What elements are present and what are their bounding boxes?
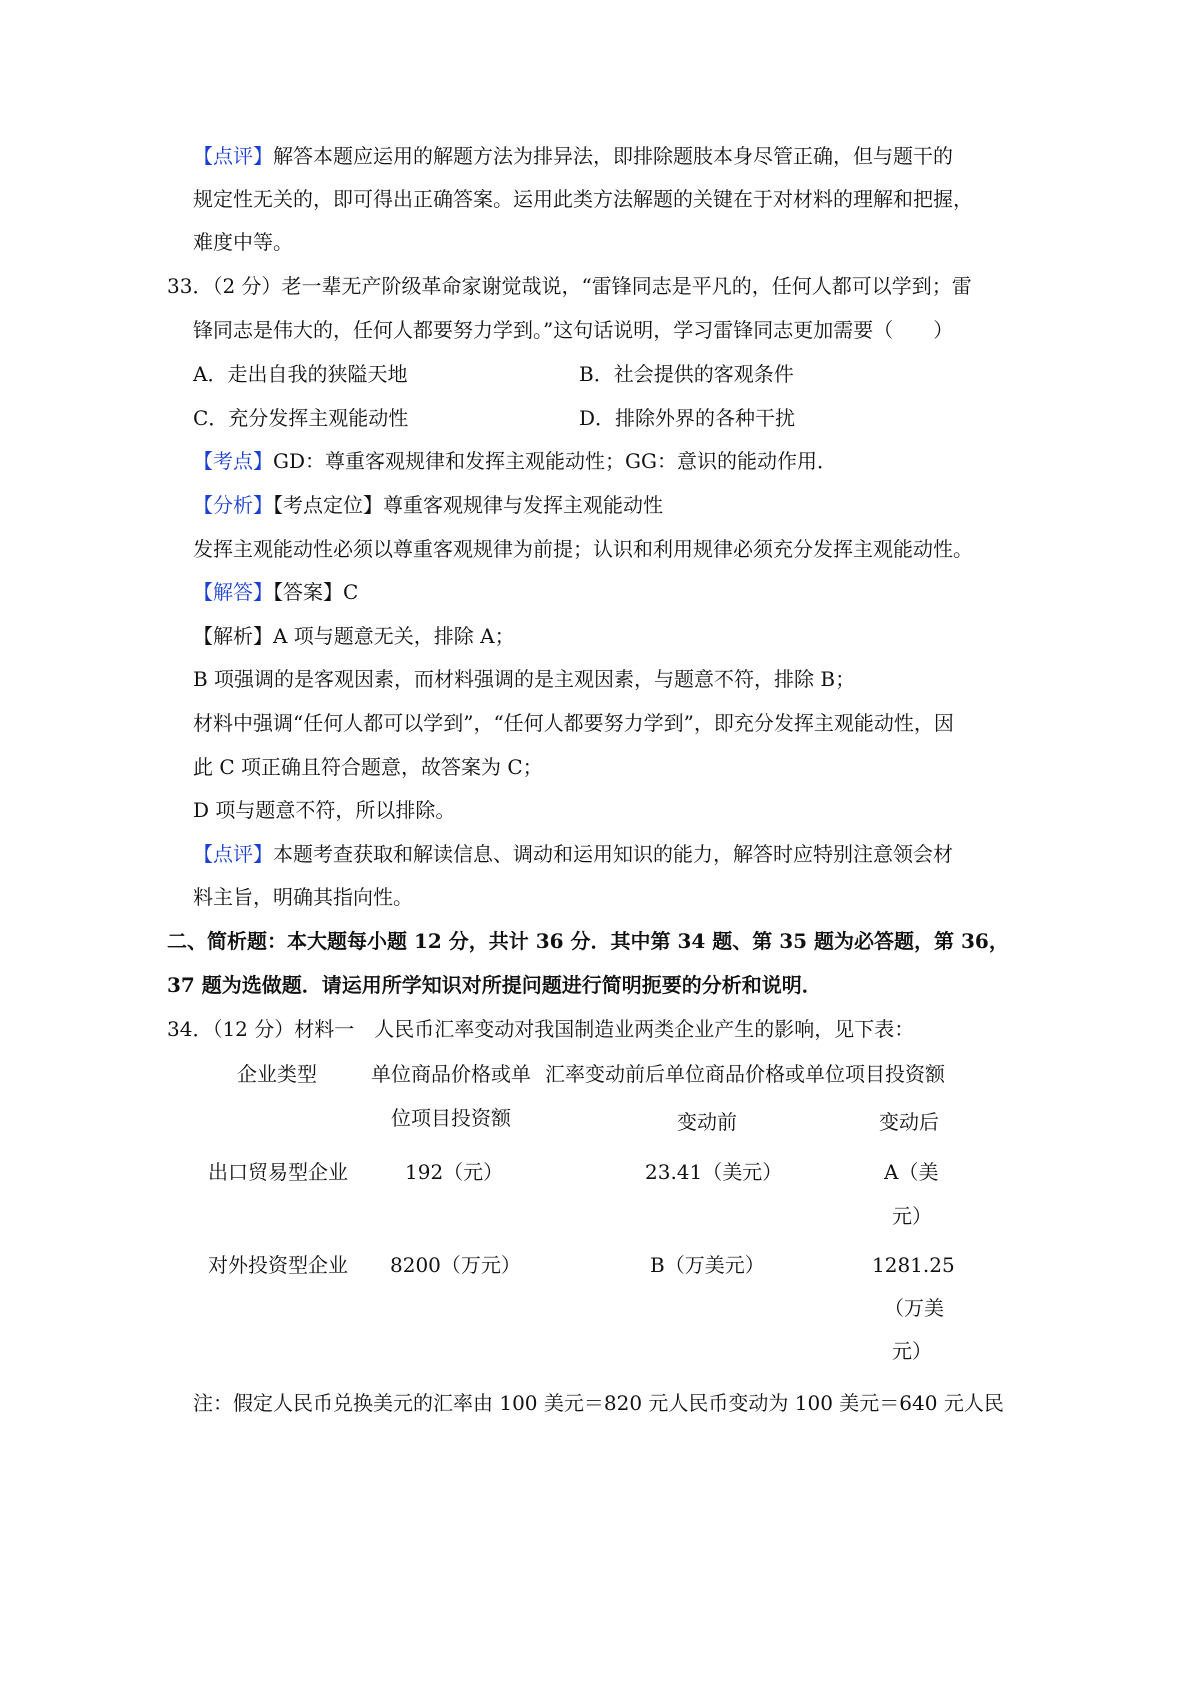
table-row-2-after-line-3: 元） xyxy=(892,1339,932,1363)
table-row-2-before: B（万美元） xyxy=(650,1253,765,1277)
q33-stem-line-2: 锋同志是伟大的，任何人都要努力学到。”这句话说明，学习雷锋同志更加需要（ ） xyxy=(193,318,954,342)
q33-option-d: D．排除外界的各种干扰 xyxy=(579,406,796,430)
table-row-1-after-line-1: A（美 xyxy=(884,1160,939,1184)
q33-jiexi-line-3: 材料中强调“任何人都可以学到”，“任何人都要努力学到”，即充分发挥主观能动性，因 xyxy=(193,711,954,735)
table-row-1-type: 出口贸易型企业 xyxy=(208,1160,348,1184)
q33-fenxi-body: 发挥主观能动性必须以尊重客观规律为前提；认识和利用规律必须充分发挥主观能动性。 xyxy=(193,537,973,561)
table-header-change: 汇率变动前后单位商品价格或单位项目投资额 xyxy=(545,1062,945,1086)
kaodian-tag: 【考点】 xyxy=(193,449,273,473)
q33-kaodian: 【考点】GD：尊重客观规律和发挥主观能动性；GG：意识的能动作用． xyxy=(193,449,837,473)
prev-review-line-3: 难度中等。 xyxy=(193,230,293,254)
table-row-2-type: 对外投资型企业 xyxy=(208,1253,348,1277)
table-row-1-after-line-2: 元） xyxy=(892,1204,932,1228)
jieda-tag: 【解答】 xyxy=(193,580,273,604)
section-2-heading-line-1: 二、简析题：本大题每小题 12 分，共计 36 分．其中第 34 题、第 35 题为必答题，第 36， xyxy=(167,929,1009,953)
table-row-1-before: 23.41（美元） xyxy=(645,1160,783,1184)
q34-stem: 34．（12 分）材料一 人民币汇率变动对我国制造业两类企业产生的影响，见下表： xyxy=(167,1017,915,1041)
table-row-2-after-line-1: 1281.25 xyxy=(872,1253,955,1277)
q33-option-a: A．走出自我的狭隘天地 xyxy=(193,362,408,386)
table-row-2-price: 8200（万元） xyxy=(390,1253,521,1277)
table-header-price-line-2: 位项目投资额 xyxy=(391,1106,511,1130)
q33-jiexi-line-4: 此 C 项正确且符合题意，故答案为 C； xyxy=(193,755,543,779)
table-header-after: 变动后 xyxy=(879,1110,939,1134)
prev-review-line-2: 规定性无关的，即可得出正确答案。运用此类方法解题的关键在于对材料的理解和把握， xyxy=(193,187,973,211)
prev-review-line-1: 【点评】解答本题应运用的解题方法为排异法，即排除题肢本身尽管正确，但与题干的 xyxy=(193,144,953,168)
q33-jiexi-line-2: B 项强调的是客观因素，而材料强调的是主观因素，与题意不符，排除 B； xyxy=(193,667,856,691)
q33-jieda: 【解答】【答案】C xyxy=(193,580,359,604)
q33-fenxi: 【分析】【考点定位】尊重客观规律与发挥主观能动性 xyxy=(193,493,663,517)
table-header-price-line-1: 单位商品价格或单 xyxy=(371,1062,531,1086)
fenxi-tag: 【分析】 xyxy=(193,493,273,517)
q33-stem-line-1: 33．（2 分）老一辈无产阶级革命家谢觉哉说，“雷锋同志是平凡的，任何人都可以学到；雷 xyxy=(167,274,972,298)
q33-option-b: B．社会提供的客观条件 xyxy=(579,362,794,386)
review-tag: 【点评】 xyxy=(193,144,273,168)
section-2-heading-line-2: 37 题为选做题．请运用所学知识对所提问题进行简明扼要的分析和说明． xyxy=(167,973,822,997)
table-row-2-after-line-2: （万美 xyxy=(884,1296,944,1320)
table-header-before: 变动前 xyxy=(677,1110,737,1134)
q34-note: 注：假定人民币兑换美元的汇率由 100 美元＝820 元人民币变动为 100 美元＝640 元人民 xyxy=(193,1391,1004,1415)
q33-jiexi-line-1: 【解析】A 项与题意无关，排除 A； xyxy=(193,624,515,648)
table-row-1-price: 192（元） xyxy=(405,1160,504,1184)
table-header-type: 企业类型 xyxy=(237,1062,317,1086)
q33-dianping-line-1: 【点评】本题考查获取和解读信息、调动和运用知识的能力，解答时应特别注意领会材 xyxy=(193,842,953,866)
q33-option-c: C．充分发挥主观能动性 xyxy=(193,406,409,430)
q33-dianping-line-2: 料主旨，明确其指向性。 xyxy=(193,885,413,909)
q33-jiexi-line-5: D 项与题意不符，所以排除。 xyxy=(193,798,456,822)
dianping-tag: 【点评】 xyxy=(193,842,273,866)
